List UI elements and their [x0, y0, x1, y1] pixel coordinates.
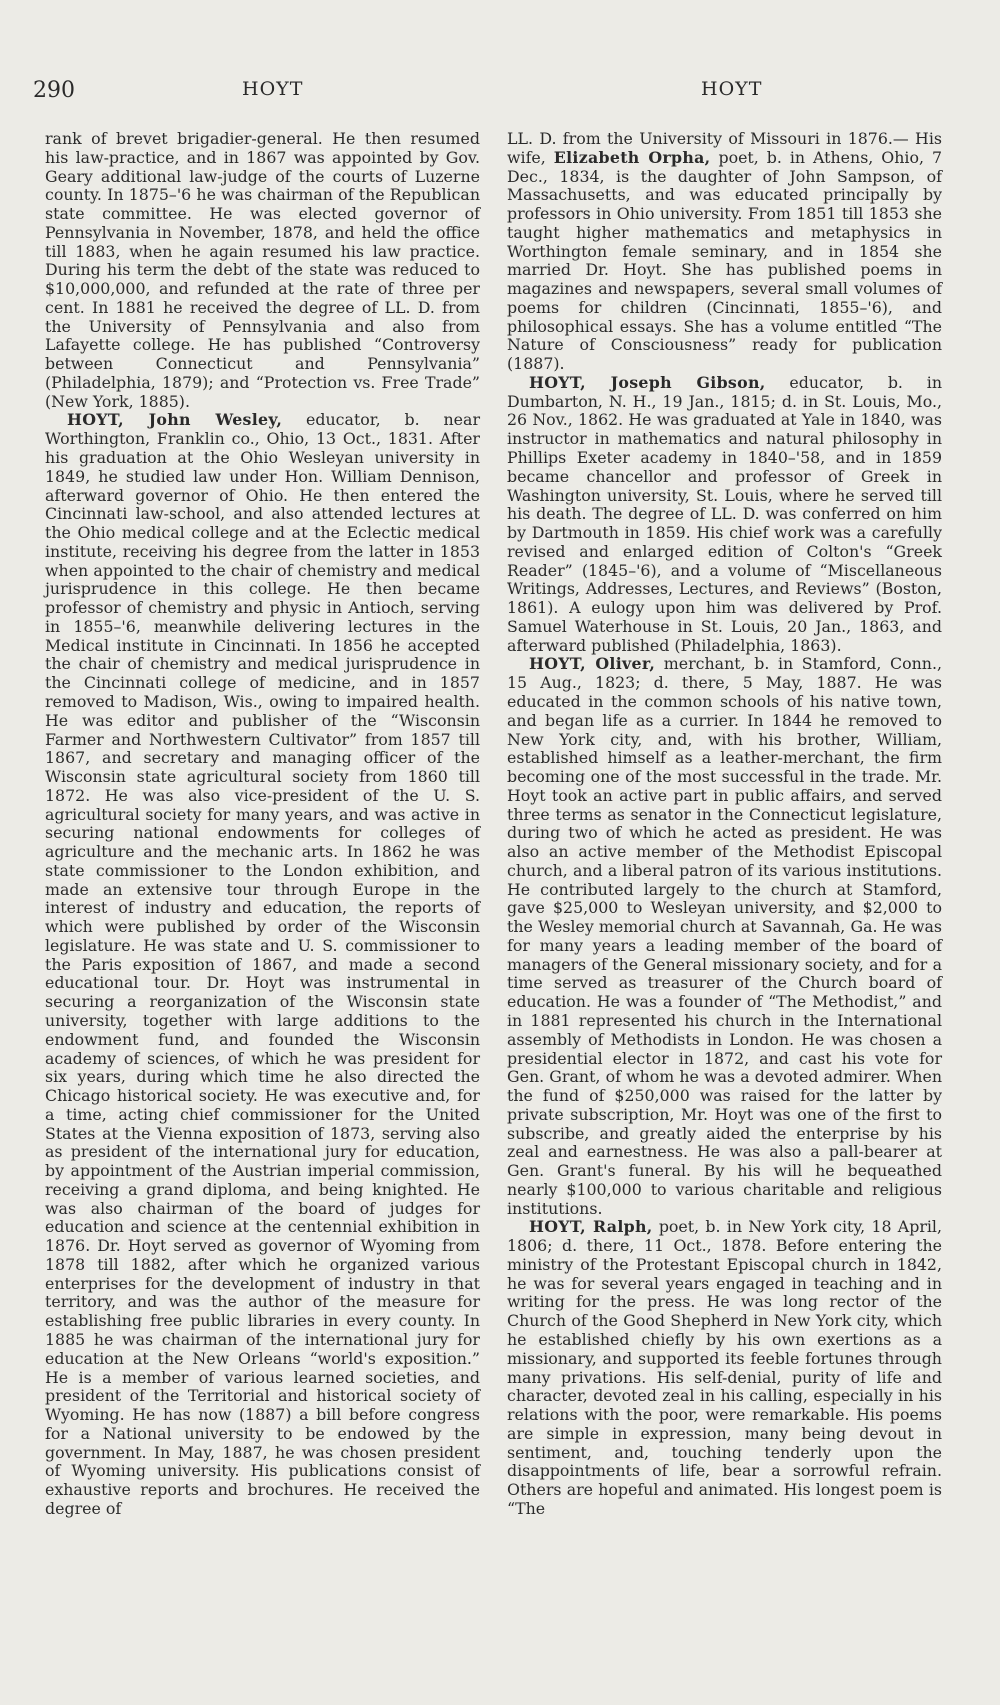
entry-headword: HOYT, Oliver,: [529, 654, 656, 674]
entry-oliver-hoyt: [507, 655, 942, 1218]
entry-john-wesley-hoyt: [45, 411, 480, 1518]
entry-joseph-gibson-hoyt: [507, 374, 942, 655]
continued-entry-paragraph: [507, 130, 942, 374]
page-number: 290: [33, 78, 75, 103]
entry-text: poet, b. in Athens, Ohio, 7 Dec., 1834, is the daughter of John Sampson, of Massachusetts, and was educated principally by professors in Ohio university. From 1851 till 1853 she taught higher mathematics and metaphysics in Worthington female seminary, and in 1854 she married Dr. Hoyt. She has published poems in magazines and newspapers, several small volumes of poems for children (Cincinnati, 1855–'6), and philosophical essays. She has a volume entitled “The Nature of Consciousness” ready for publication (1887).: [507, 147, 942, 374]
right-column: [507, 130, 942, 1519]
entry-headword: HOYT, Ralph,: [529, 1217, 653, 1237]
entry-headword: HOYT, Joseph Gibson,: [529, 372, 766, 392]
entry-text: LL. D. from the University of Missouri in 1876.— His wife,: [507, 129, 942, 167]
entry-ralph-hoyt: [507, 1218, 942, 1518]
continued-entry-paragraph: [45, 130, 480, 411]
entry-text: educator, b. near Worthington, Franklin co., Ohio, 13 Oct., 1831. After his graduation at the Ohio Wesleyan university in 1849, he studied law under Hon. William Dennison, afterward governor of Ohio. He then entered the Cincinnati law-school, and also attended lectures at the Ohio medical college and at the Eclectic medical institute, receiving his degree from the latter in 1853 when appointed to the chair of chemistry and medical jurisprudence in this college. He then became professor of chemistry and physic in Antioch, serving in 1855–'6, meanwhile delivering lectures in the Medical institute in Cincinnati. In 1856 he accepted the chair of chemistry and medical jurisprudence in the Cincinnati college of medicine, and in 1857 removed to Madison, Wis., owing to impaired health. He was editor and publisher of the “Wisconsin Farmer and Northwestern Cultivator” from 1857 till 1867, and secretary and managing officer of the Wisconsin state agricultural society from 1860 till 1872. He was also vice-president of the U. S. agricultural society for many years, and was active in securing national endowments for colleges of agriculture and the mechanic arts. In 1862 he was state commissioner to the London exhibition, and made an extensive tour through Europe in the interest of industry and education, the reports of which were published by order of the Wisconsin legislature. He was state and U. S. commissioner to the Paris exposition of 1867, and made a second educational tour. Dr. Hoyt was instrumental in securing a reorganization of the Wisconsin state university, together with large additions to the endowment fund, and founded the Wisconsin academy of sciences, of which he was president for six years, during which time he also directed the Chicago historical society. He was executive and, for a time, acting chief commissioner for the United States at the Vienna exposition of 1873, serving also as president of the international jury for education, by appointment of the Austrian imperial commission, receiving a grand diploma, and being knighted. He was also chairman of the board of judges for education and science at the centennial exhibition in 1876. Dr. Hoyt served as governor of Wyoming from 1878 till 1882, after which he organized various enterprises for the development of industry in that territory, and was the author of the measure for establishing free public libraries in every county. In 1885 he was chairman of the international jury for education at the New Orleans “world's exposition.” He is a member of various learned societies, and president of the Territorial and historical society of Wyoming. He has now (1887) a bill before congress for a National university to be endowed by the government. In May, 1887, he was chosen president of Wyoming university. His publications consist of exhaustive reports and brochures. He received the degree of: [45, 410, 480, 1518]
running-head: [0, 78, 1000, 108]
right-running-head: HOYT: [701, 78, 763, 100]
entry-headword: HOYT, John Wesley,: [67, 410, 283, 430]
entry-text: merchant, b. in Stamford, Conn., 15 Aug., 1823; d. there, 5 May, 1887. He was educated in the common schools of his native town, and began life as a currier. In 1844 he removed to New York city, and, with his brother, William, established himself as a leather-merchant, the firm becoming one of the most successful in the trade. Mr. Hoyt took an active part in public affairs, and served three terms as senator in the Connecticut legislature, during two of which he acted as president. He was also an active member of the Methodist Episcopal church, and a liberal patron of its various institutions. He contributed largely to the church at Stamford, gave $25,000 to Wesleyan university, and $2,000 to the Wesley memorial church at Savannah, Ga. He was for many years a leading member of the board of managers of the General missionary society, and for a time served as treasurer of the Church board of education. He was a founder of “The Methodist,” and in 1881 represented his church in the International assembly of Methodists in London. He was chosen a presidential elector in 1872, and cast his vote for Gen. Grant, of whom he was a devoted admirer. When the fund of $250,000 was raised for the latter by private subscription, Mr. Hoyt was one of the first to subscribe, and greatly aided the enterprise by his zeal and earnestness. He was also a pall-bearer at Gen. Grant's funeral. By his will he bequeathed nearly $100,000 to various charitable and religious institutions.: [507, 654, 942, 1218]
entry-text: poet, b. in New York city, 18 April, 1806; d. there, 11 Oct., 1878. Before entering the ministry of the Protestant Episcopal church in 1842, he was for several years engaged in teaching and in writing for the press. He was long rector of the Church of the Good Shepherd in New York city, which he established chiefly by his own exertions as a missionary, and supported its feeble fortunes through many privations. His self-denial, purity of life and character, devoted zeal in his calling, especially in his relations with the poor, were remarkable. His poems are simple in expression, many being devout in sentiment, and, touching tenderly upon the disappointments of life, bear a sorrowful refrain. Others are hopeful and animated. His longest poem is “The: [507, 1217, 942, 1518]
entry-subheadword: Elizabeth Orpha,: [553, 147, 711, 167]
entry-text: educator, b. in Dumbarton, N. H., 19 Jan., 1815; d. in St. Louis, Mo., 26 Nov., 1862. He was graduated at Yale in 1840, was instructor in mathematics and natural philosophy in Phillips Exeter academy in 1840–'58, and in 1859 became chancellor and professor of Greek in Washington university, St. Louis, where he served till his death. The degree of LL. D. was conferred on him by Dartmouth in 1859. His chief work was a carefully revised and enlarged edition of Colton's “Greek Reader” (1845–'6), and a volume of “Miscellaneous Writings, Addresses, Lectures, and Reviews” (Boston, 1861). A eulogy upon him was delivered by Prof. Samuel Waterhouse in St. Louis, 20 Jan., 1863, and afterward published (Philadelphia, 1863).: [507, 372, 943, 655]
entry-text: rank of brevet brigadier-general. He then resumed his law-practice, and in 1867 was appointed by Gov. Geary additional law-judge of the courts of Luzerne county. In 1875–'6 he was chairman of the Republican state committee. He was elected governor of Pennsylvania in November, 1878, and held the office till 1883, when he again resumed his law practice. During his term the debt of the state was reduced to $10,000,000, and refunded at the rate of three per cent. In 1881 he received the degree of LL. D. from the University of Pennsylvania and also from Lafayette college. He has published “Controversy between Connecticut and Pennsylvania” (Philadelphia, 1879); and “Protection vs. Free Trade” (New York, 1885).: [45, 129, 480, 411]
left-column: [45, 130, 480, 1519]
left-running-head: HOYT: [242, 78, 304, 100]
